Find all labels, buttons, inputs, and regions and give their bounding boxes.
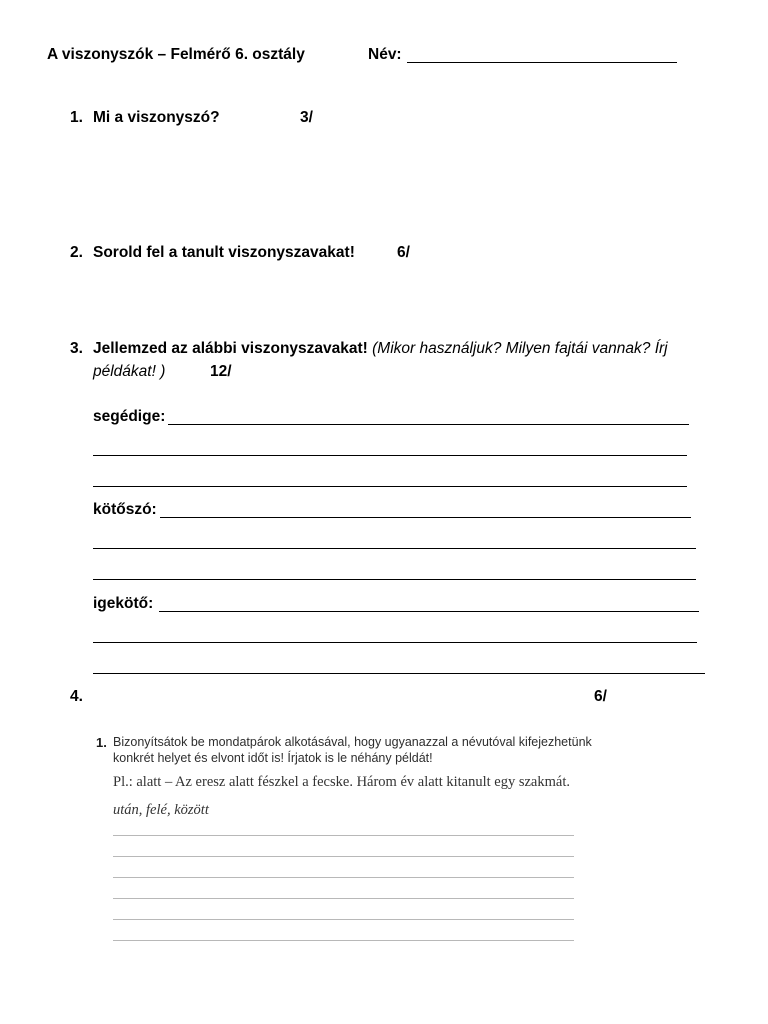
segedige-label: segédige: [93,408,166,425]
question-1-text: Mi a viszonyszó? [93,109,220,126]
exercise-instruction-line-2: konkrét helyet és elvont időt is! Írjatok is le néhány példát! [113,751,433,765]
exercise-instruction-line-1: Bizonyítsátok be mondatpárok alkotásával, hogy ugyanazzal a névutóval kifejezhetünk [113,735,592,749]
name-label: Név: [368,46,402,63]
exercise-example: Pl.: alatt – Az eresz alatt fészkel a fecske. Három év alatt kitanult egy szakmát. [113,774,570,790]
exercise-words: után, felé, között [113,802,209,818]
exercise-answer-line[interactable] [113,856,574,857]
question-2-number: 2. [70,244,83,261]
worksheet-title: A viszonyszók – Felmérő 6. osztály [47,46,305,63]
igekoto-label: igekötő: [93,595,154,612]
question-3-text: Jellemzed az alábbi viszonyszavakat! [93,340,368,357]
segedige-answer-line[interactable] [93,455,687,456]
exercise-answer-line[interactable] [113,835,574,836]
exercise-number: 1. [96,735,107,750]
igekoto-answer-line[interactable] [159,611,699,612]
kotoszo-answer-line[interactable] [93,579,696,580]
segedige-answer-line[interactable] [168,424,689,425]
question-3-line-1 [93,340,668,358]
question-3-number: 3. [70,340,83,357]
kotoszo-label: kötőszó: [93,501,157,518]
name-field-line[interactable] [407,62,677,63]
question-1-answer-area[interactable] [93,135,693,235]
question-1-number: 1. [70,109,83,126]
question-2-answer-area[interactable] [93,270,693,330]
kotoszo-answer-line[interactable] [160,517,691,518]
question-1-points: 3/ [300,109,313,126]
exercise-answer-line[interactable] [113,898,574,899]
segedige-answer-line[interactable] [93,486,687,487]
kotoszo-answer-line[interactable] [93,548,696,549]
igekoto-answer-line[interactable] [93,642,697,643]
question-4-points: 6/ [594,688,607,705]
exercise-answer-line[interactable] [113,919,574,920]
question-2-points: 6/ [397,244,410,261]
question-3-hint-line-1: (Mikor használjuk? Milyen fajtái vannak? Írj [372,340,668,357]
exercise-answer-line[interactable] [113,877,574,878]
question-3-points: 12/ [210,363,232,380]
question-3-hint-line-2: példákat! ) [93,363,166,380]
igekoto-answer-line[interactable] [93,673,705,674]
exercise-answer-line[interactable] [113,940,574,941]
question-2-text: Sorold fel a tanult viszonyszavakat! [93,244,355,261]
question-4-number: 4. [70,688,83,705]
